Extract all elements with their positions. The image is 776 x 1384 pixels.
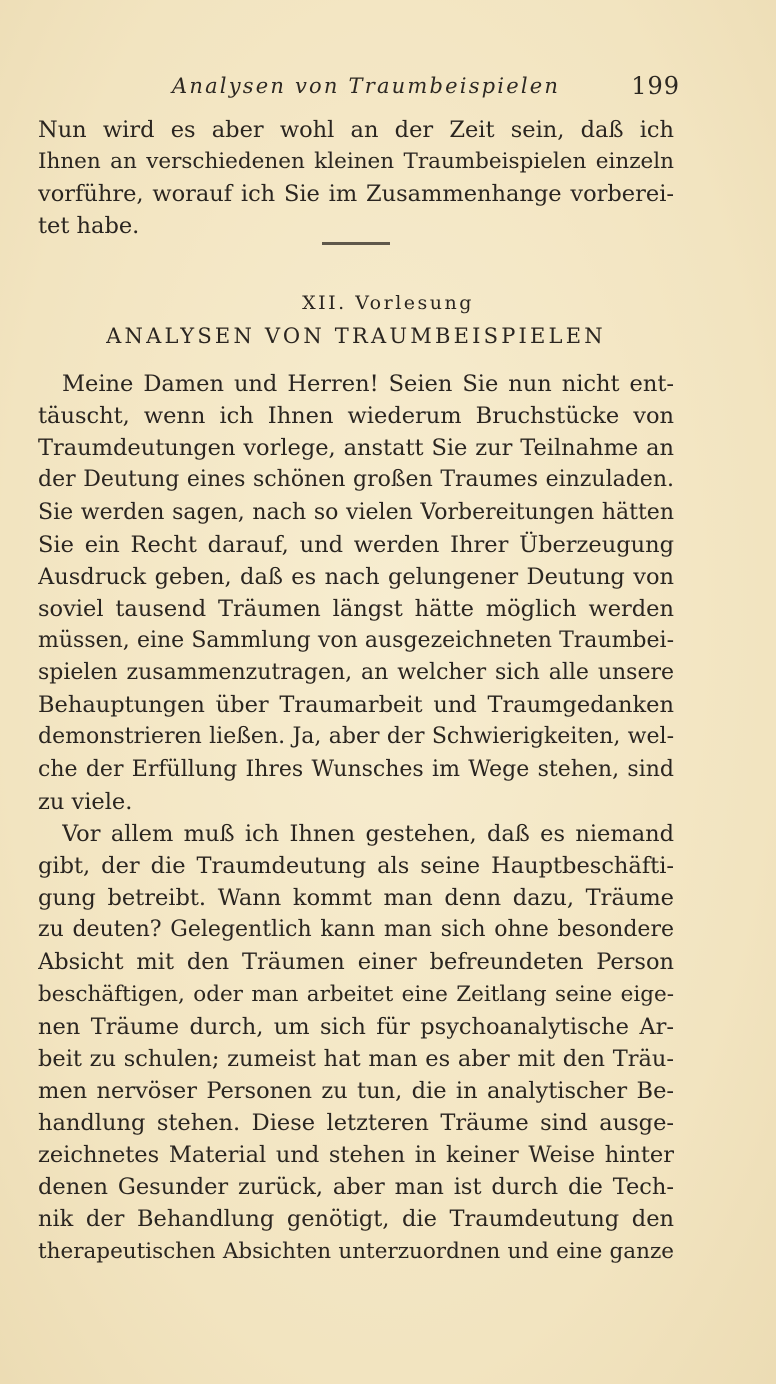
- chapter-title: ANALYSEN VON TRAUMBEISPIELEN: [106, 324, 606, 348]
- text-line: vorführe, worauf ich Sie im Zusammenhange vorberei-: [38, 181, 674, 207]
- text-line: zu viele.: [38, 789, 133, 815]
- chapter-label: XII. Vorlesung: [302, 292, 474, 314]
- text-line: nen Träume durch, um sich für psychoanalytische Ar-: [38, 1014, 674, 1040]
- text-line: zeichnetes Material und stehen in keiner Weise hinter: [38, 1142, 674, 1168]
- text-line: Behauptungen über Traumarbeit und Traumgedanken: [38, 692, 674, 718]
- text-line: Traumdeutungen vorlege, anstatt Sie zur Teilnahme an: [38, 435, 674, 461]
- text-line: Ihnen an verschiedenen kleinen Traumbeispielen einzeln: [38, 149, 674, 174]
- text-line: demonstrieren ließen. Ja, aber der Schwierigkeiten, wel-: [38, 724, 674, 749]
- text-line: täuscht, wenn ich Ihnen wiederum Bruchstücke von: [38, 403, 674, 429]
- running-title: Analysen von Traumbeispielen: [172, 74, 561, 98]
- text-line: therapeutischen Absichten unterzuordnen und eine ganze: [38, 1239, 674, 1264]
- text-line: che der Erfüllung Ihres Wunsches im Wege stehen, sind: [38, 757, 674, 782]
- text-line: Ausdruck geben, daß es nach gelungener Deutung von: [38, 564, 674, 590]
- text-line: beschäftigen, oder man arbeitet eine Zeitlang seine eige-: [38, 982, 674, 1007]
- text-line: Sie werden sagen, nach so vielen Vorbereitungen hätten: [38, 500, 674, 525]
- text-line: gung betreibt. Wann kommt man denn dazu, Träume: [38, 885, 674, 911]
- text-line: der Deutung eines schönen großen Traumes einzuladen.: [38, 467, 674, 492]
- text-line: soviel tausend Träumen längst hätte möglich werden: [38, 596, 674, 622]
- text-line: Vor allem muß ich Ihnen gestehen, daß es niemand: [62, 821, 674, 847]
- text-line: Absicht mit den Träumen einer befreundeten Person: [38, 949, 674, 975]
- text-line: tet habe.: [38, 213, 140, 239]
- text-line: gibt, der die Traumdeutung als seine Hauptbeschäfti-: [38, 853, 674, 879]
- running-head: [38, 72, 678, 108]
- text-line: men nervöser Personen zu tun, die in analytischer Be-: [38, 1078, 674, 1104]
- section-divider: [322, 242, 390, 245]
- text-line: spielen zusammenzutragen, an welcher sich alle unsere: [38, 660, 674, 685]
- text-line: beit zu schulen; zumeist hat man es aber mit den Träu-: [38, 1046, 674, 1072]
- text-line: denen Gesunder zurück, aber man ist durch die Tech-: [38, 1174, 674, 1200]
- text-line: Sie ein Recht darauf, und werden Ihrer Überzeugung: [38, 532, 674, 558]
- text-line: nik der Behandlung genötigt, die Traumdeutung den: [38, 1206, 674, 1232]
- text-line: handlung stehen. Diese letzteren Träume sind ausge-: [38, 1110, 674, 1136]
- text-line: müssen, eine Sammlung von ausgezeichneten Traumbei-: [38, 628, 674, 653]
- page-number: 199: [631, 72, 680, 100]
- text-line: Meine Damen und Herren! Seien Sie nun nicht ent-: [62, 371, 674, 397]
- text-line: Nun wird es aber wohl an der Zeit sein, daß ich: [38, 117, 674, 143]
- text-line: zu deuten? Gelegentlich kann man sich ohne besondere: [38, 917, 674, 942]
